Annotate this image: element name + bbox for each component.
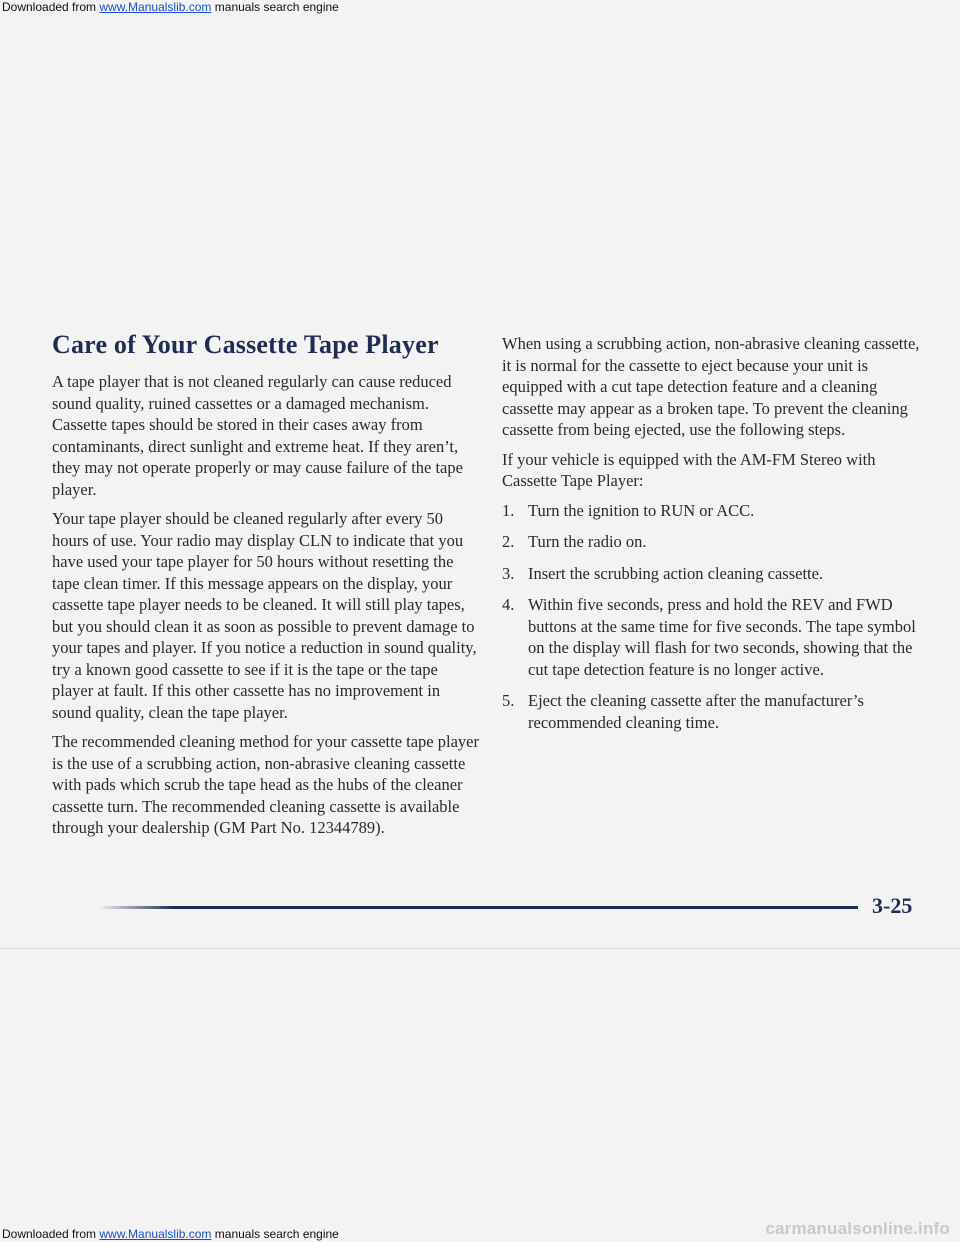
banner-prefix: Downloaded from — [2, 1227, 100, 1241]
banner-suffix: manuals search engine — [211, 0, 339, 14]
step-number: 3. — [502, 563, 515, 583]
step-number: 1. — [502, 500, 515, 520]
list-item — [502, 500, 932, 522]
steps-list — [502, 500, 932, 734]
section-heading: Care of Your Cassette Tape Player — [52, 330, 439, 359]
list-item — [502, 690, 932, 733]
paragraph: The recommended cleaning method for your cassette tape player is the use of a scrubbing action, non-abrasive cleaning cassette with pads which scrub the tape head as the hubs of the cleaner cassette turn. The recommended cleaning cassette is available through your dealership (GM Part No. 12344789). — [52, 732, 479, 837]
step-text: Turn the ignition to RUN or ACC. — [528, 500, 755, 520]
paragraph: If your vehicle is equipped with the AM-FM Stereo with Cassette Tape Player: — [502, 449, 876, 490]
step-text: Turn the radio on. — [528, 532, 647, 551]
right-column — [502, 333, 932, 743]
step-text: Within five seconds, press and hold the REV and FWD buttons at the same time for five seconds. The tape symbol on the display will flash for two seconds, showing that the cut tape detection feature is no longer active. — [528, 595, 916, 679]
watermark-logo: carmanualsonline.info — [765, 1219, 950, 1238]
divider — [0, 948, 960, 949]
list-item — [502, 563, 932, 585]
download-banner-bottom — [2, 1227, 339, 1241]
list-item — [502, 594, 932, 680]
step-text: Insert the scrubbing action cleaning cassette. — [528, 563, 824, 583]
download-banner-top — [2, 0, 339, 14]
step-number: 5. — [502, 691, 515, 710]
step-number: 2. — [502, 532, 515, 551]
paragraph: Your tape player should be cleaned regularly after every 50 hours of use. Your radio may display CLN to indicate that you have used your tape player for 50 hours without resetting the tape clean timer. If this message appears on the display, your cassette tape player needs to be cleaned. It will still play tapes, but you should clean it as soon as possible to prevent damage to your tapes and player. If you notice a reduction in sound quality, try a known good cassette to see if it is the tape or the tape player at fault. If this other cassette has no improvement in sound quality, clean the tape player. — [52, 509, 477, 722]
page-number: 3-25 — [872, 893, 913, 918]
paragraph: A tape player that is not cleaned regularly can cause reduced sound quality, ruined cassettes or a damaged mechanism. Cassette tapes should be stored in their cases away from contaminants, direct sunlight and extreme heat. If they aren’t, they may not operate properly or may cause failure of the tape player. — [52, 372, 463, 499]
left-column — [52, 371, 482, 847]
footer-rule — [98, 906, 858, 909]
step-text: Eject the cleaning cassette after the manufacturer’s recommended cleaning time. — [528, 691, 864, 732]
banner-prefix: Downloaded from — [2, 0, 100, 14]
manualslib-link[interactable]: www.Manualslib.com — [99, 1227, 212, 1241]
paragraph: When using a scrubbing action, non-abrasive cleaning cassette, it is normal for the cassette to eject because your unit is equipped with a cut tape detection feature and a cleaning cassette may appear as a broken tape. To prevent the cleaning cassette from being ejected, use the following steps. — [502, 334, 920, 439]
step-number: 4. — [502, 595, 515, 614]
manualslib-link[interactable]: www.Manualslib.com — [99, 0, 212, 14]
list-item — [502, 531, 932, 553]
banner-suffix: manuals search engine — [211, 1227, 339, 1241]
